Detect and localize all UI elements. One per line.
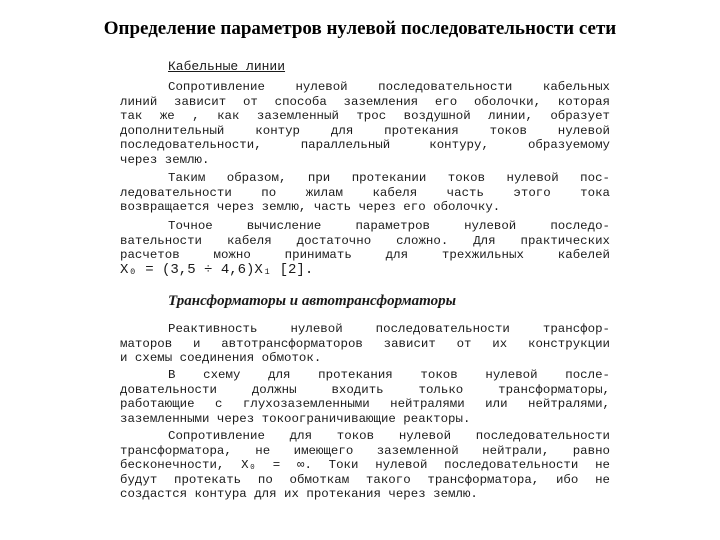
transformer-text-line: трансформатора, не имеющего заземленной нейтрали, равно bbox=[120, 443, 610, 458]
transformer-text-line: создастся контура для их протекания через землю. bbox=[120, 487, 478, 502]
cable-text-line: линий зависит от способа заземления его оболочки, которая bbox=[120, 94, 610, 109]
transformer-text-line: и схемы соединения обмоток. bbox=[120, 351, 322, 366]
transformer-text-line: бесконечности, X₀ = ∞. Токи нулевой последовательности не bbox=[120, 458, 610, 473]
transformers-heading: Трансформаторы и автотрансформаторы bbox=[168, 293, 456, 309]
cable-text-line: Таким образом, при протекании токов нулевой пос- bbox=[168, 171, 610, 185]
transformer-text-line: довательности должны входить только трансформаторы, bbox=[120, 382, 610, 397]
transformer-text-line: маторов и автотрансформаторов зависит от их конструкции bbox=[120, 336, 610, 351]
cable-text-line: Точное вычисление параметров нулевой последо- bbox=[168, 219, 610, 233]
cable-text-line: так же , как заземленный трос воздушной линии, образует bbox=[120, 109, 610, 124]
transformer-text-line: будут протекать по обмоткам такого трансформатора, ибо не bbox=[120, 472, 610, 487]
cable-text-line: через землю. bbox=[120, 153, 210, 167]
transformer-text-line: заземленными через токоограничивающие реакторы. bbox=[120, 411, 471, 426]
transformer-text-line: Реактивность нулевой последовательности трансфор- bbox=[168, 322, 610, 336]
cable-text-line: Сопротивление нулевой последовательности кабельных bbox=[168, 80, 610, 94]
scanned-page bbox=[110, 56, 620, 516]
transformer-text-line: работающие с глухозаземленными нейтралями или нейтралями, bbox=[120, 397, 610, 412]
cable-text-line: последовательности, параллельный контуру, образуемому bbox=[120, 138, 610, 153]
cable-text-line: ледовательности по жилам кабеля часть этого тока bbox=[120, 185, 610, 200]
slide-title: Определение параметров нулевой последовательности сети bbox=[103, 18, 617, 39]
cable-text-line: вательности кабеля достаточно сложно. Для практических bbox=[120, 233, 610, 248]
cable-text-line: возвращается через землю, часть через его оболочку. bbox=[120, 200, 501, 215]
cable-text-line: дополнительный контур для протекания токов нулевой bbox=[120, 123, 610, 138]
cable-text-line: расчетов можно принимать для трехжильных кабелей bbox=[120, 248, 610, 263]
transformer-text-line: В схему для протекания токов нулевой после- bbox=[168, 368, 610, 382]
cable-formula: X₀ = (3,5 ÷ 4,6)X₁ [2]. bbox=[120, 262, 314, 278]
cable-lines-heading: Кабельные линии bbox=[168, 59, 286, 74]
transformer-text-line: Сопротивление для токов нулевой последовательности bbox=[168, 429, 610, 443]
